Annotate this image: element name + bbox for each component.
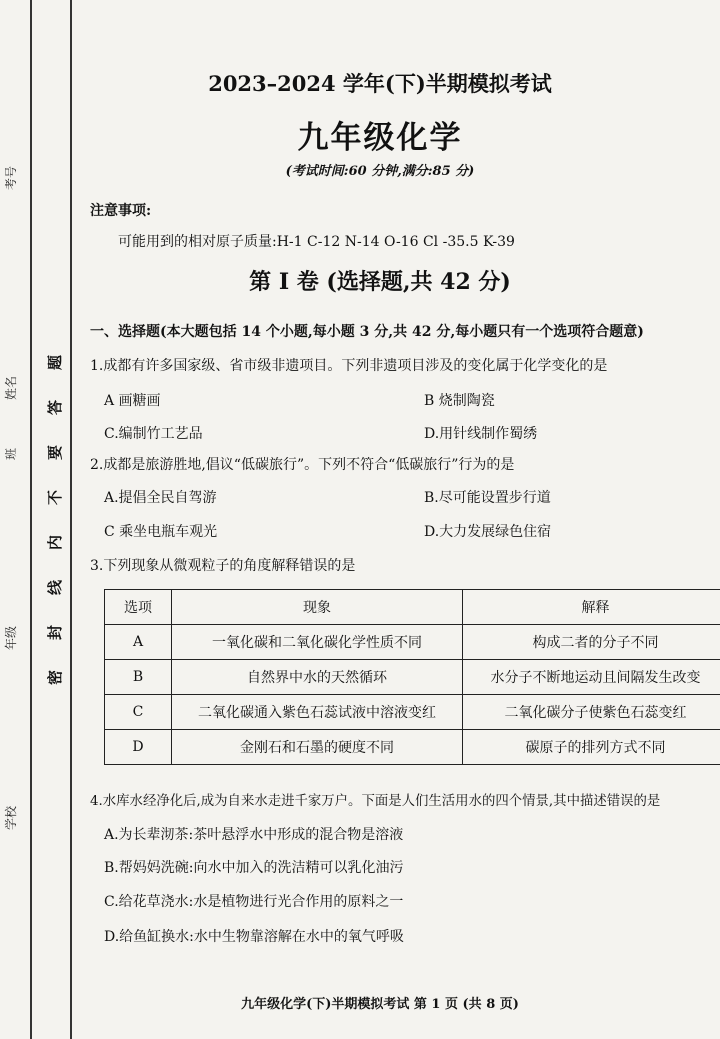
q2-option-b[interactable]: B.尽可能设置步行道 [424, 490, 551, 506]
seal-char: 封 [46, 624, 65, 641]
q4-option-d[interactable]: D.给鱼缸换水:水中生物靠溶解在水中的氧气呼吸 [104, 929, 404, 945]
q1-option-c[interactable]: C.编制竹工艺品 [104, 426, 203, 442]
seal-char: 线 [46, 579, 65, 596]
side-field-xuexiao: 学校 [4, 805, 18, 830]
q2-option-c[interactable]: C 乘坐电瓶车观光 [104, 524, 218, 540]
q4-option-a[interactable]: A.为长辈沏茶:茶叶悬浮水中形成的混合物是溶液 [104, 827, 404, 843]
subject-title: 九年级化学 [297, 120, 463, 156]
section-intro: 一、选择题(本大题包括 14 个小题,每小题 3 分,共 42 分,每小题只有一个选项符合题意) [90, 324, 644, 340]
table-cell: 自然界中水的天然循环 [172, 660, 463, 695]
binding-margin-line [30, 0, 32, 1039]
table-row[interactable] [105, 730, 720, 765]
seal-char: 题 [46, 354, 65, 371]
side-field-kaohao: 考号 [4, 165, 18, 190]
table-header: 现象 [172, 590, 463, 625]
seal-char: 内 [46, 534, 65, 551]
table-header-row [105, 590, 720, 625]
seal-char: 不 [46, 489, 65, 506]
q4-option-b[interactable]: B.帮妈妈洗碗:向水中加入的洗洁精可以乳化油污 [104, 860, 404, 876]
question-4-stem: 4.水库水经净化后,成为自来水走进千家万户。下面是人们生活用水的四个情景,其中描述错误的是 [90, 794, 661, 809]
table-cell: 二氧化碳通入紫色石蕊试液中溶液变红 [172, 695, 463, 730]
table-header: 解释 [463, 590, 720, 625]
atomic-masses: 可能用到的相对原子质量:H-1 C-12 N-14 O-16 Cl -35.5 K-39 [118, 234, 515, 250]
notes-label: 注意事项: [90, 203, 152, 219]
seal-char: 答 [46, 399, 65, 416]
q1-option-d[interactable]: D.用针线制作蜀绣 [424, 426, 538, 442]
seal-char: 要 [46, 444, 65, 461]
page-footer: 九年级化学(下)半期模拟考试 第 1 页 (共 8 页) [241, 997, 519, 1012]
table-cell: A [105, 625, 172, 660]
table-row[interactable] [105, 695, 720, 730]
table-row[interactable] [105, 625, 720, 660]
table-cell: 金刚石和石墨的硬度不同 [172, 730, 463, 765]
table-cell: 水分子不断地运动且间隔发生改变 [463, 660, 720, 695]
q1-option-a[interactable]: A 画糖画 [104, 393, 161, 409]
table-header: 选项 [105, 590, 172, 625]
exam-title: 2023–2024 学年(下)半期模拟考试 [208, 71, 552, 96]
table-cell: 构成二者的分子不同 [463, 625, 720, 660]
seal-line-text [44, 340, 68, 700]
table-cell: 一氧化碳和二氧化碳化学性质不同 [172, 625, 463, 660]
question-2-stem: 2.成都是旅游胜地,倡议“低碳旅行”。下列不符合“低碳旅行”行为的是 [90, 457, 515, 473]
time-note: (考试时间:60 分钟,满分:85 分) [285, 164, 475, 179]
side-field-ban: 班 [4, 447, 18, 460]
seal-char: 密 [46, 669, 65, 686]
table-cell: D [105, 730, 172, 765]
side-field-nianji: 年级 [4, 625, 18, 650]
q2-option-a[interactable]: A.提倡全民自驾游 [104, 490, 217, 506]
q2-option-d[interactable]: D.大力发展绿色住宿 [424, 524, 552, 540]
table-cell: C [105, 695, 172, 730]
table-row[interactable] [105, 660, 720, 695]
q1-option-b[interactable]: B 烧制陶瓷 [424, 393, 495, 409]
section-title: 第 I 卷 (选择题,共 42 分) [249, 269, 511, 295]
table-cell: 碳原子的排列方式不同 [463, 730, 720, 765]
question-1-stem: 1.成都有许多国家级、省市级非遗项目。下列非遗项目涉及的变化属于化学变化的是 [90, 358, 608, 374]
table-cell: B [105, 660, 172, 695]
question-3-stem: 3.下列现象从微观粒子的角度解释错误的是 [90, 558, 356, 574]
table-cell: 二氧化碳分子使紫色石蕊变红 [463, 695, 720, 730]
side-field-xingming: 姓名 [4, 375, 18, 400]
q3-table [104, 589, 720, 765]
q4-option-c[interactable]: C.给花草浇水:水是植物进行光合作用的原料之一 [104, 894, 404, 910]
